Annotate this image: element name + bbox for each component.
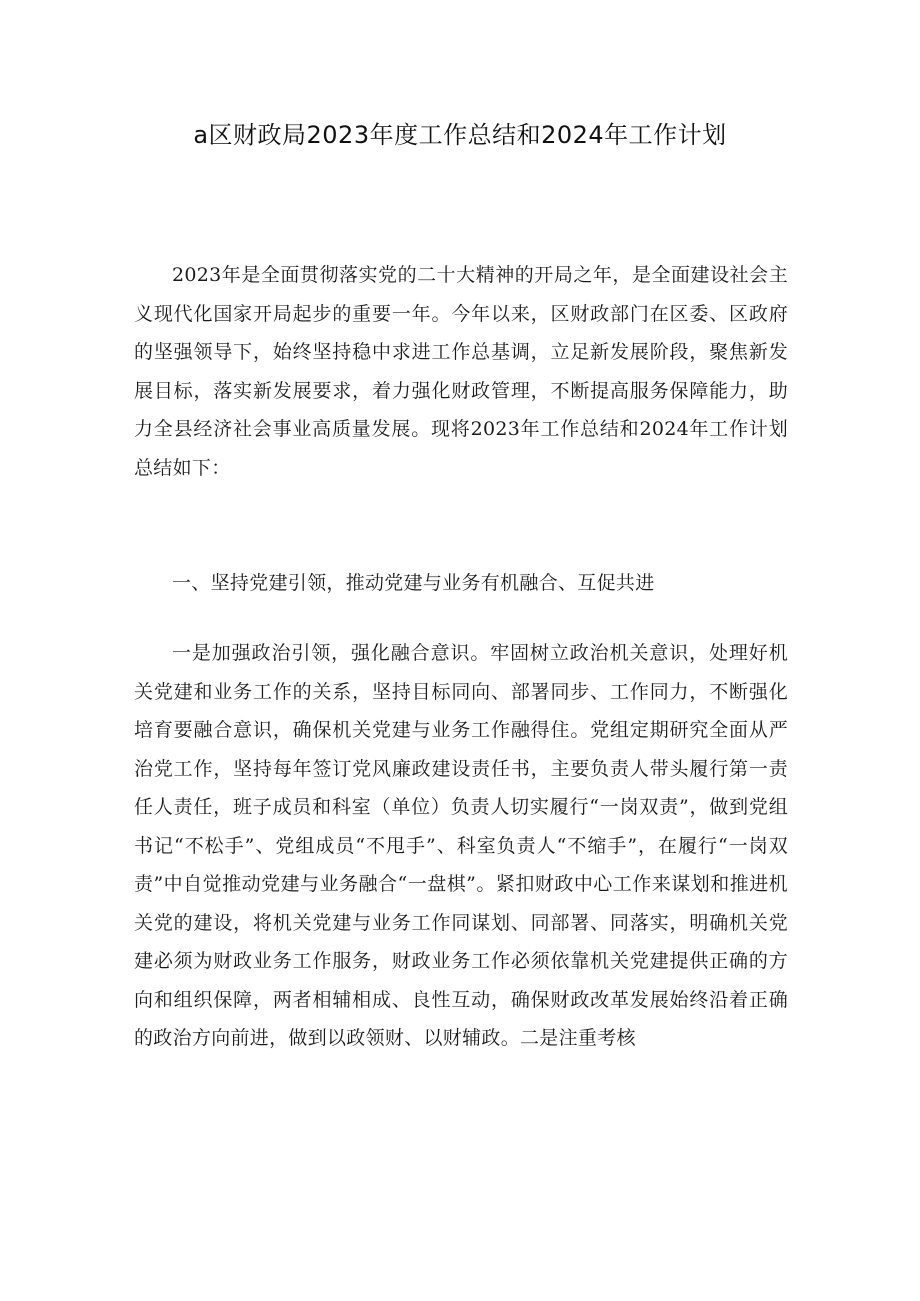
document-title: a区财政局2023年度工作总结和2024年工作计划 (193, 121, 727, 149)
intro-paragraph: 2023年是全面贯彻落实党的二十大精神的开局之年，是全面建设社会主义现代化国家开局起步的重要一年。今年以来，区财政部门在区委、区政府的坚强领导下，始终坚持稳中求进工作总基调，立足新发展阶段，聚焦新发展目标，落实新发展要求，着力强化财政管理，不断提高服务保障能力，助力全县经济社会事业高质量发展。现将2023年工作总结和2024年工作计划总结如下： (134, 264, 788, 479)
section-one-paragraph: 一是加强政治引领，强化融合意识。牢固树立政治机关意识，处理好机关党建和业务工作的关系，坚持目标同向、部署同步、工作同力，不断强化培育要融合意识，确保机关党建与业务工作融得住。党组定期研究全面从严治党工作，坚持每年签订党风廉政建设责任书，主要负责人带头履行第一责任人责任，班子成员和科室（单位）负责人切实履行“一岗双责”，做到党组书记“不松手”、党组成员“不甩手”、科室负责人“不缩手”，在履行“一岗双责”中自觉推动党建与业务融合“一盘棋”。紧扣财政中心工作来谋划和推进机关党的建设，将机关党建与业务工作同谋划、同部署、同落实，明确机关党建必须为财政业务工作服务，财政业务工作必须依靠机关党建提供正确的方向和组织保障，两者相辅相成、良性互动，确保财政改革发展始终沿着正确的政治方向前进，做到以政领财、以财辅政。二是注重考核 (134, 642, 788, 1049)
section-one-heading: 一、坚持党建引领，推动党建与业务有机融合、互促共进 (172, 572, 655, 594)
